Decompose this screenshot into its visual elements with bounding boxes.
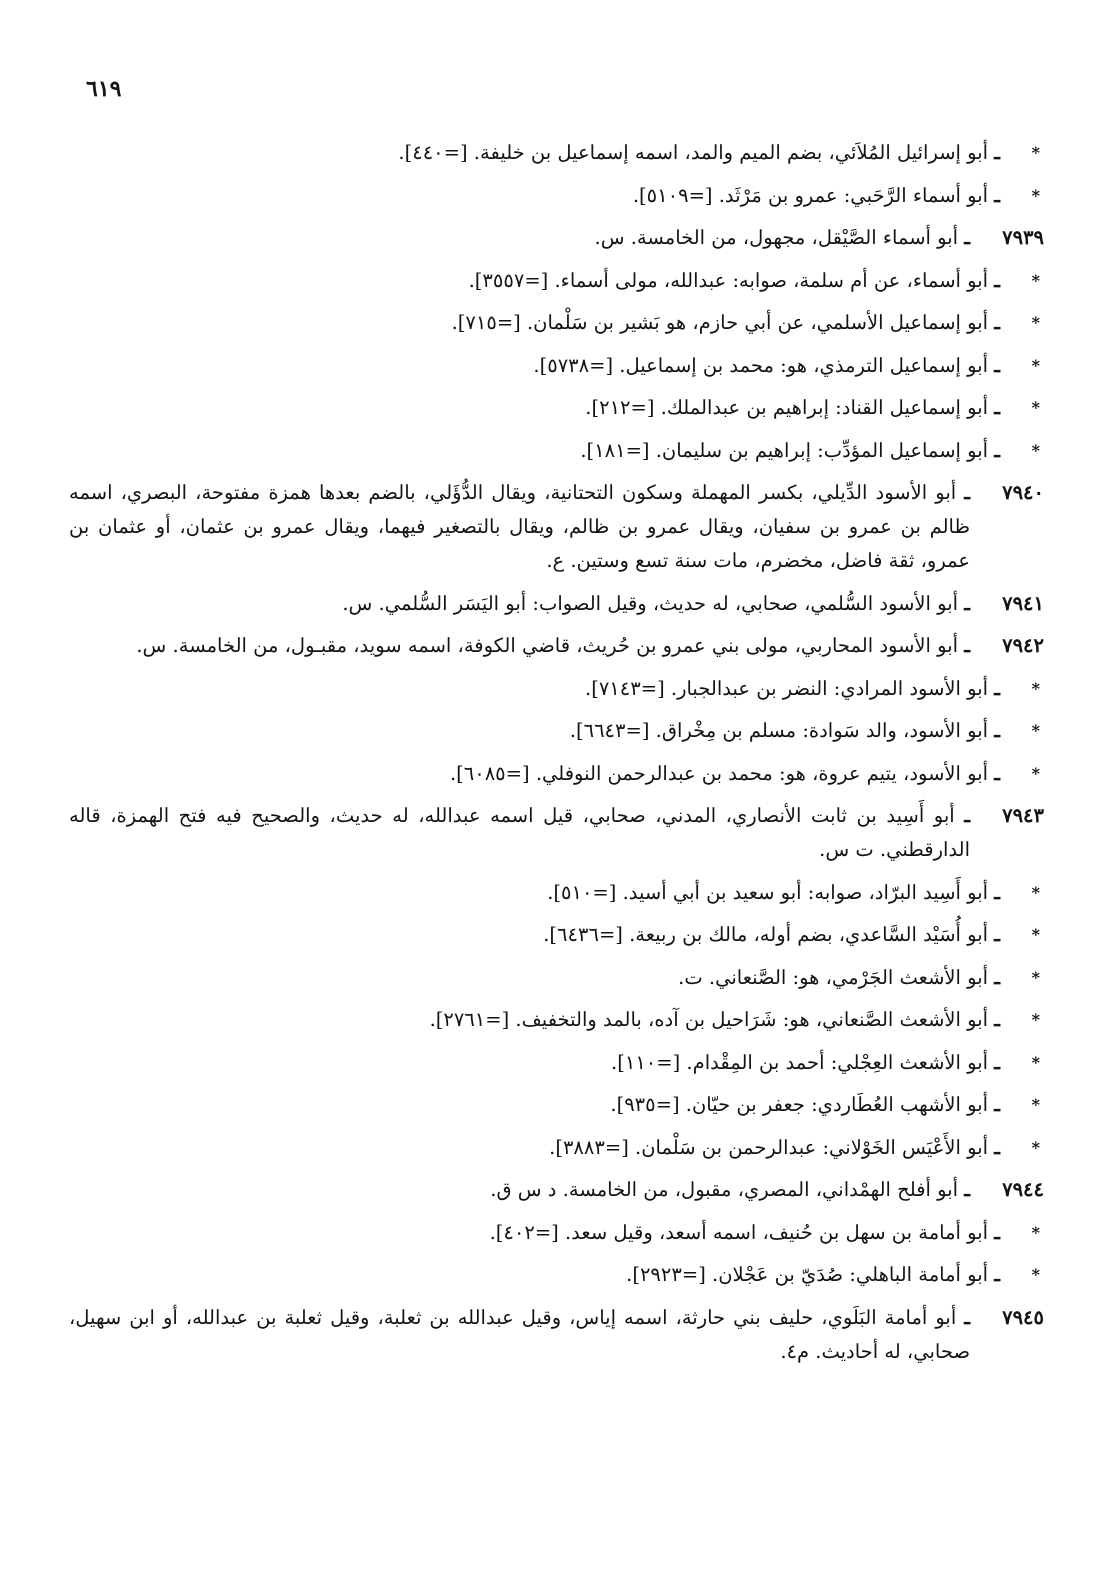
cross-reference-entry (69, 757, 1044, 791)
entry-dash: ـ (964, 226, 970, 249)
star-marker: * (1031, 882, 1040, 902)
entries-list (69, 136, 1044, 1377)
entry-dash: ـ (964, 481, 971, 504)
star-marker: * (1031, 1137, 1040, 1157)
star-marker: * (1031, 270, 1040, 290)
entry-dash: ـ (994, 1263, 1000, 1286)
star-marker: * (1031, 313, 1040, 332)
entry-dash: ـ (994, 353, 1000, 377)
entry-number: ٧٩٤٥ (1002, 1305, 1044, 1329)
cross-reference-entry (69, 434, 1044, 468)
star-marker: * (1031, 1265, 1040, 1284)
numbered-entry (69, 1173, 1044, 1207)
cross-reference-entry (69, 961, 1044, 995)
entry-dash: ـ (994, 676, 1000, 700)
star-marker: * (1031, 185, 1040, 205)
entry-number: ٧٩٤٤ (1002, 1178, 1044, 1201)
entry-number: ٧٩٣٩ (1002, 226, 1044, 249)
entry-text: أبو أمامة بن سهل بن حُنيف، اسمه أسعد، وقيل سعد. [=٤٠٢]. (489, 1220, 989, 1244)
entry-text: أبو أسماء الصَّيْقل، مجهول، من الخامسة. س. (594, 226, 959, 249)
entry-dash: ـ (994, 1008, 1000, 1031)
entry-text: أبو الأَعْيَس الخَوْلاني: عبدالرحمن بن سَلْمان. [=٣٨٨٣]. (549, 1135, 989, 1159)
cross-reference-entry (69, 1258, 1044, 1292)
entry-number: ٧٩٤٠ (1002, 481, 1044, 504)
entry-dash: ـ (994, 880, 1000, 904)
numbered-entry (69, 1301, 1044, 1369)
entry-dash: ـ (964, 634, 970, 657)
entry-text: أبو الأشعث الصَّنعاني، هو: شَرَاحيل بن آده، بالمد والتخفيف. [=٢٧٦١]. (429, 1008, 989, 1031)
entry-dash: ـ (994, 141, 1000, 164)
star-marker: * (1031, 1052, 1040, 1072)
cross-reference-entry (69, 391, 1044, 425)
entry-dash: ـ (964, 591, 970, 615)
star-marker: * (1031, 1095, 1040, 1114)
entry-text: أبو الأشهب العُطَاردي: جعفر بن حيّان. [=٩٣٥]. (610, 1093, 989, 1116)
star-marker: * (1031, 763, 1040, 783)
cross-reference-entry (69, 1131, 1044, 1165)
star-marker: * (1031, 1222, 1040, 1242)
entry-text: أبو أمامة الباهلي: صُدَيّ بن عَجْلان. [=٢٩٢٣]. (626, 1263, 989, 1286)
cross-reference-entry (69, 1216, 1044, 1250)
entry-dash: ـ (994, 268, 1000, 292)
entry-text: أبو الأسود المحاربي، مولى بني عمرو بن حُريث، قاضي الكوفة، اسمه سويد، مقبـول، من الخامسة. س. (136, 634, 959, 657)
cross-reference-entry (69, 349, 1044, 383)
entry-dash: ـ (994, 965, 1000, 989)
entry-dash: ـ (994, 438, 1000, 462)
cross-reference-entry (69, 136, 1044, 170)
entry-text: أبو أُسَيْد السَّاعدي، بضم أوله، مالك بن ربيعة. [=٦٤٣٦]. (543, 923, 989, 946)
entry-dash: ـ (994, 761, 1000, 785)
numbered-entry (69, 476, 1044, 578)
entry-dash: ـ (964, 1305, 970, 1329)
star-marker: * (1031, 355, 1040, 375)
entry-text: أبو الأسود الدِّيلي، بكسر المهملة وسكون التحتانية، ويقال الدُّؤَلي، بالضم بعدها همزة مفتوحة، البصري، اسمه ظالم بن عمرو بن سفيان، ويقال عمرو بن ظالم، ويقال بالتصغير فيهما، ويقال عمرو بن عثمان، أو عثمان بن عمرو، ثقة فاضل، مخضرم، مات سنة تسع وستين. ع. (69, 481, 970, 572)
entry-text: أبو أمامة البَلَوي، حليف بني حارثة، اسمه إياس، وقيل عبدالله بن ثعلبة، وقيل ثعلبة بن عبدالله، أو ابن سهيل، صحابي، له أحاديث. م٤. (69, 1305, 970, 1363)
entry-dash: ـ (994, 1220, 1000, 1244)
star-marker: * (1031, 721, 1040, 740)
entry-text: أبو إسماعيل القناد: إبراهيم بن عبدالملك. [=٢١٢]. (585, 396, 989, 419)
entry-text: أبو الأسود، يتيم عروة، هو: محمد بن عبدالرحمن النوفلي. [=٦٠٨٥]. (449, 761, 989, 785)
entry-number: ٧٩٤٣ (1002, 804, 1044, 827)
entry-text: أبو الأسود، والد سَوادة: مسلم بن مِخْراق. [=٦٦٤٣]. (569, 719, 989, 742)
star-marker: * (1031, 967, 1040, 987)
cross-reference-entry (69, 1046, 1044, 1080)
entry-text: أبو أسماء، عن أم سلمة، صوابه: عبدالله، مولى أسماء. [=٣٥٥٧]. (468, 268, 989, 292)
entry-text: أبو الأسود المرادي: النضر بن عبدالجبار. [=٧١٤٣]. (585, 676, 989, 700)
entry-dash: ـ (964, 804, 970, 827)
numbered-entry (69, 629, 1044, 663)
numbered-entry (69, 221, 1044, 255)
entry-dash: ـ (994, 1135, 1000, 1159)
entry-dash: ـ (994, 1093, 1000, 1116)
entry-dash: ـ (994, 719, 1000, 742)
entry-text: أبو أَسِيد بن ثابت الأنصاري، المدني، صحابي، قيل اسمه عبدالله، له حديث، والصحيح فيه فتح الهمزة، قاله الدارقطني. ت س. (69, 804, 970, 861)
numbered-entry (69, 799, 1044, 867)
entry-text: أبو الأشعث العِجْلي: أحمد بن المِقْدام. [=١١٠]. (611, 1050, 989, 1074)
entry-text: أبو الأشعث الجَرْمي، هو: الصَّنعاني. ت. (678, 965, 989, 989)
entry-dash: ـ (994, 1050, 1000, 1074)
entry-number: ٧٩٤٢ (1002, 634, 1044, 657)
cross-reference-entry (69, 876, 1044, 910)
star-marker: * (1031, 1010, 1040, 1029)
page-number: ٦١٩ (86, 76, 122, 102)
star-marker: * (1031, 678, 1040, 698)
entry-text: أبو أفلح الهمْداني، المصري، مقبول، من الخامسة. د س ق. (490, 1178, 959, 1201)
entry-text: أبو الأسود السُّلمي، صحابي، له حديث، وقيل الصواب: أبو اليَسَر السُّلمي. س. (342, 591, 959, 615)
star-marker: * (1031, 440, 1040, 460)
entry-text: أبو إسماعيل الترمذي، هو: محمد بن إسماعيل. [=٥٧٣٨]. (533, 353, 989, 377)
entry-number: ٧٩٤١ (1002, 591, 1044, 615)
star-marker: * (1031, 398, 1040, 417)
cross-reference-entry (69, 672, 1044, 706)
entry-text: أبو أسماء الرَّحَبي: عمرو بن مَرْثَد. [=٥١٠٩]. (632, 183, 989, 207)
cross-reference-entry (69, 264, 1044, 298)
cross-reference-entry (69, 714, 1044, 748)
entry-text: أبو إسماعيل الأسلمي، عن أبي حازم، هو بَشير بن سَلْمان. [=٧١٥]. (451, 311, 989, 334)
cross-reference-entry (69, 918, 1044, 952)
entry-dash: ـ (994, 396, 1000, 419)
star-marker: * (1031, 925, 1040, 944)
numbered-entry (69, 587, 1044, 621)
entry-text: أبو أَسِيد البرّاد، صوابه: أبو سعيد بن أبي أسيد. [=٥١٠]. (547, 880, 989, 904)
cross-reference-entry (69, 1088, 1044, 1122)
cross-reference-entry (69, 306, 1044, 340)
cross-reference-entry (69, 179, 1044, 213)
entry-text: أبو إسماعيل المؤدِّب: إبراهيم بن سليمان. [=١٨١]. (580, 438, 989, 462)
star-marker: * (1031, 143, 1040, 162)
entry-dash: ـ (964, 1178, 970, 1201)
entry-dash: ـ (994, 311, 1000, 334)
entry-dash: ـ (994, 183, 1000, 207)
entry-dash: ـ (994, 923, 1000, 946)
entry-text: أبو إسرائيل المُلاَئي، بضم الميم والمد، اسمه إسماعيل بن خليفة. [=٤٤٠]. (398, 141, 989, 164)
cross-reference-entry (69, 1003, 1044, 1037)
